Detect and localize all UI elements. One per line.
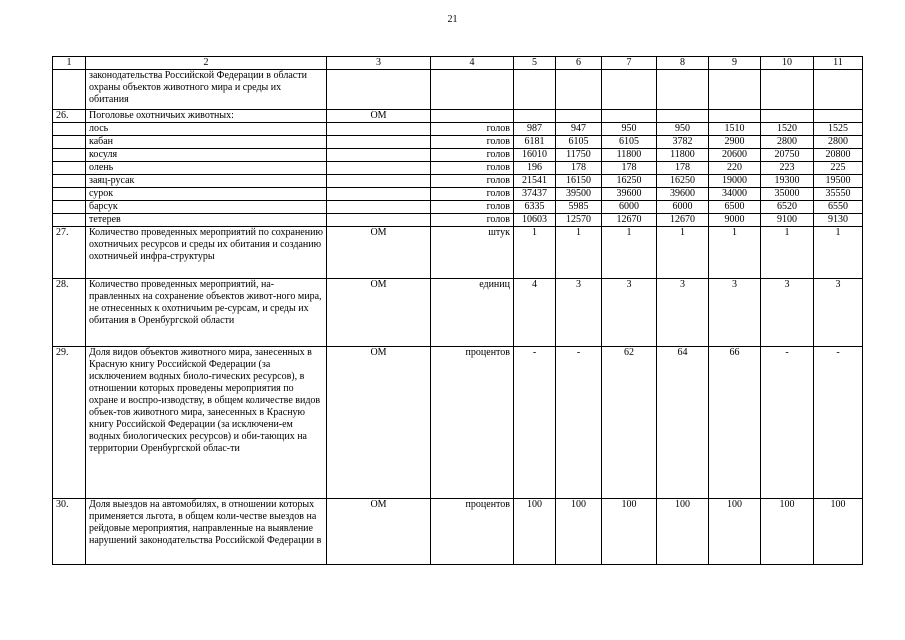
value-cell: 21541 <box>514 175 556 188</box>
value-cell: 16010 <box>514 149 556 162</box>
value-cell: 16250 <box>602 175 657 188</box>
value-cell: 947 <box>556 123 602 136</box>
value-cell: - <box>514 347 556 499</box>
animal-row <box>53 123 863 136</box>
value-cell: 62 <box>602 347 657 499</box>
table-row <box>53 347 863 499</box>
unit-cell: голов <box>431 136 514 149</box>
value-cell: - <box>761 347 814 499</box>
unit-cell: голов <box>431 149 514 162</box>
value-cell: 100 <box>709 499 761 565</box>
value-cell: 950 <box>602 123 657 136</box>
value-cell: 3 <box>602 279 657 347</box>
value-cell: 100 <box>514 499 556 565</box>
value-cell: 6105 <box>602 136 657 149</box>
table-row <box>53 110 863 123</box>
column-header: 6 <box>556 57 602 70</box>
value-cell: 2800 <box>814 136 863 149</box>
row-number <box>53 149 86 162</box>
source-cell: ОМ <box>327 279 431 347</box>
value-cell: 19300 <box>761 175 814 188</box>
source-cell: ОМ <box>327 110 431 123</box>
animal-name: барсук <box>86 201 327 214</box>
value-cell: 35550 <box>814 188 863 201</box>
table-row <box>53 499 863 565</box>
value-cell <box>514 70 556 110</box>
value-cell <box>514 110 556 123</box>
source-cell <box>327 188 431 201</box>
animal-name: кабан <box>86 136 327 149</box>
value-cell <box>556 110 602 123</box>
value-cell: 1 <box>556 227 602 279</box>
value-cell: 1520 <box>761 123 814 136</box>
indicator-text: Доля выездов на автомобилях, в отношении которых применяется льгота, в общем коли-честве выездов на рейдовые мероприятия, направленные на выявление нарушений законодательства Российской Федерации в <box>86 499 327 565</box>
value-cell: 12670 <box>657 214 709 227</box>
animal-name: лось <box>86 123 327 136</box>
indicator-text: Доля видов объектов животного мира, занесенных в Красную книгу Российской Федерации (за исключением водных биоло-гических ресурсов), в отношении которых проведены мероприятия по охране и воспро-изводству, в общем количестве видов объек-тов животного мира, занесенных в Красную книгу Российской Федерации (за исключени-ем водных биологических ресурсов) и оби-тающих на территории Оренбургской облас-ти <box>86 347 327 499</box>
value-cell: 987 <box>514 123 556 136</box>
indicators-table <box>52 56 863 565</box>
value-cell: 100 <box>814 499 863 565</box>
animal-row <box>53 175 863 188</box>
table-row <box>53 227 863 279</box>
value-cell: 3 <box>814 279 863 347</box>
value-cell <box>602 110 657 123</box>
row-number <box>53 214 86 227</box>
value-cell: 4 <box>514 279 556 347</box>
value-cell: 220 <box>709 162 761 175</box>
table-row <box>53 70 863 110</box>
value-cell <box>556 70 602 110</box>
animal-row <box>53 162 863 175</box>
value-cell: 9100 <box>761 214 814 227</box>
row-number <box>53 201 86 214</box>
row-number: 29. <box>53 347 86 499</box>
value-cell <box>657 110 709 123</box>
unit-cell <box>431 110 514 123</box>
value-cell: 35000 <box>761 188 814 201</box>
animal-name: косуля <box>86 149 327 162</box>
column-header: 9 <box>709 57 761 70</box>
source-cell <box>327 175 431 188</box>
value-cell: 2800 <box>761 136 814 149</box>
unit-cell: голов <box>431 188 514 201</box>
value-cell: 3 <box>709 279 761 347</box>
value-cell: 2900 <box>709 136 761 149</box>
value-cell: 100 <box>657 499 709 565</box>
value-cell: 19500 <box>814 175 863 188</box>
indicator-text: законодательства Российской Федерации в области охраны объектов животного мира и среды их обитания <box>86 70 327 110</box>
row-number <box>53 175 86 188</box>
table-row <box>53 279 863 347</box>
unit-cell: голов <box>431 214 514 227</box>
value-cell: 178 <box>602 162 657 175</box>
source-cell <box>327 149 431 162</box>
animal-row <box>53 136 863 149</box>
value-cell: 100 <box>602 499 657 565</box>
animal-row <box>53 149 863 162</box>
source-cell: ОМ <box>327 347 431 499</box>
animal-row <box>53 214 863 227</box>
source-cell <box>327 214 431 227</box>
value-cell: 178 <box>556 162 602 175</box>
unit-cell: голов <box>431 162 514 175</box>
value-cell: 16150 <box>556 175 602 188</box>
value-cell: - <box>814 347 863 499</box>
indicator-text: Количество проведенных мероприятий, на-правленных на сохранение объектов живот-ного мира, не отнесенных к охотничьим ре-сурсам, и среды их обитания в Оренбургской области <box>86 279 327 347</box>
unit-cell: процентов <box>431 347 514 499</box>
value-cell: 1510 <box>709 123 761 136</box>
value-cell: 100 <box>556 499 602 565</box>
value-cell: 6000 <box>602 201 657 214</box>
unit-cell: штук <box>431 227 514 279</box>
value-cell: 100 <box>761 499 814 565</box>
value-cell: 39600 <box>602 188 657 201</box>
value-cell <box>602 70 657 110</box>
unit-cell: голов <box>431 201 514 214</box>
value-cell: 39500 <box>556 188 602 201</box>
unit-cell: голов <box>431 123 514 136</box>
column-header: 3 <box>327 57 431 70</box>
value-cell: 11800 <box>657 149 709 162</box>
source-cell <box>327 201 431 214</box>
value-cell: - <box>556 347 602 499</box>
value-cell <box>709 70 761 110</box>
animal-name: сурок <box>86 188 327 201</box>
row-number <box>53 188 86 201</box>
value-cell: 64 <box>657 347 709 499</box>
row-number <box>53 162 86 175</box>
value-cell <box>814 110 863 123</box>
column-header: 5 <box>514 57 556 70</box>
value-cell: 6000 <box>657 201 709 214</box>
value-cell: 1 <box>761 227 814 279</box>
value-cell: 6520 <box>761 201 814 214</box>
value-cell: 1 <box>657 227 709 279</box>
value-cell: 10603 <box>514 214 556 227</box>
unit-cell <box>431 70 514 110</box>
animal-name: олень <box>86 162 327 175</box>
unit-cell: процентов <box>431 499 514 565</box>
value-cell: 34000 <box>709 188 761 201</box>
source-cell: ОМ <box>327 227 431 279</box>
column-header: 7 <box>602 57 657 70</box>
value-cell: 37437 <box>514 188 556 201</box>
value-cell: 1 <box>602 227 657 279</box>
value-cell: 6181 <box>514 136 556 149</box>
row-number <box>53 70 86 110</box>
value-cell: 178 <box>657 162 709 175</box>
value-cell: 1 <box>814 227 863 279</box>
indicator-text: Количество проведенных мероприятий по сохранению охотничьих ресурсов и среды их обитания и созданию охотничьей инфра-структуры <box>86 227 327 279</box>
animal-row <box>53 188 863 201</box>
value-cell: 20600 <box>709 149 761 162</box>
value-cell <box>709 110 761 123</box>
animal-name: тетерев <box>86 214 327 227</box>
value-cell: 9130 <box>814 214 863 227</box>
animal-row <box>53 201 863 214</box>
value-cell <box>761 70 814 110</box>
value-cell <box>657 70 709 110</box>
column-header: 4 <box>431 57 514 70</box>
value-cell: 223 <box>761 162 814 175</box>
column-header: 11 <box>814 57 863 70</box>
source-cell <box>327 136 431 149</box>
value-cell: 6335 <box>514 201 556 214</box>
value-cell: 9000 <box>709 214 761 227</box>
value-cell: 6105 <box>556 136 602 149</box>
value-cell: 3 <box>761 279 814 347</box>
value-cell: 225 <box>814 162 863 175</box>
value-cell: 6500 <box>709 201 761 214</box>
value-cell: 1525 <box>814 123 863 136</box>
value-cell: 39600 <box>657 188 709 201</box>
value-cell <box>761 110 814 123</box>
value-cell: 3 <box>556 279 602 347</box>
animal-name: заяц-русак <box>86 175 327 188</box>
indicator-text: Поголовье охотничьих животных: <box>86 110 327 123</box>
value-cell: 12570 <box>556 214 602 227</box>
unit-cell: единиц <box>431 279 514 347</box>
value-cell: 950 <box>657 123 709 136</box>
value-cell: 1 <box>514 227 556 279</box>
column-header: 8 <box>657 57 709 70</box>
value-cell: 196 <box>514 162 556 175</box>
value-cell: 16250 <box>657 175 709 188</box>
column-header: 10 <box>761 57 814 70</box>
value-cell: 66 <box>709 347 761 499</box>
source-cell: ОМ <box>327 499 431 565</box>
row-number: 27. <box>53 227 86 279</box>
row-number: 26. <box>53 110 86 123</box>
value-cell: 11750 <box>556 149 602 162</box>
column-header: 2 <box>86 57 327 70</box>
row-number <box>53 136 86 149</box>
value-cell <box>814 70 863 110</box>
page-number: 21 <box>447 14 458 25</box>
row-number: 30. <box>53 499 86 565</box>
value-cell: 1 <box>709 227 761 279</box>
value-cell: 6550 <box>814 201 863 214</box>
source-cell <box>327 70 431 110</box>
value-cell: 20800 <box>814 149 863 162</box>
value-cell: 5985 <box>556 201 602 214</box>
source-cell <box>327 123 431 136</box>
value-cell: 3 <box>657 279 709 347</box>
value-cell: 3782 <box>657 136 709 149</box>
column-header: 1 <box>53 57 86 70</box>
unit-cell: голов <box>431 175 514 188</box>
row-number <box>53 123 86 136</box>
value-cell: 19000 <box>709 175 761 188</box>
row-number: 28. <box>53 279 86 347</box>
value-cell: 12670 <box>602 214 657 227</box>
value-cell: 11800 <box>602 149 657 162</box>
source-cell <box>327 162 431 175</box>
value-cell: 20750 <box>761 149 814 162</box>
column-number-row <box>53 57 863 70</box>
